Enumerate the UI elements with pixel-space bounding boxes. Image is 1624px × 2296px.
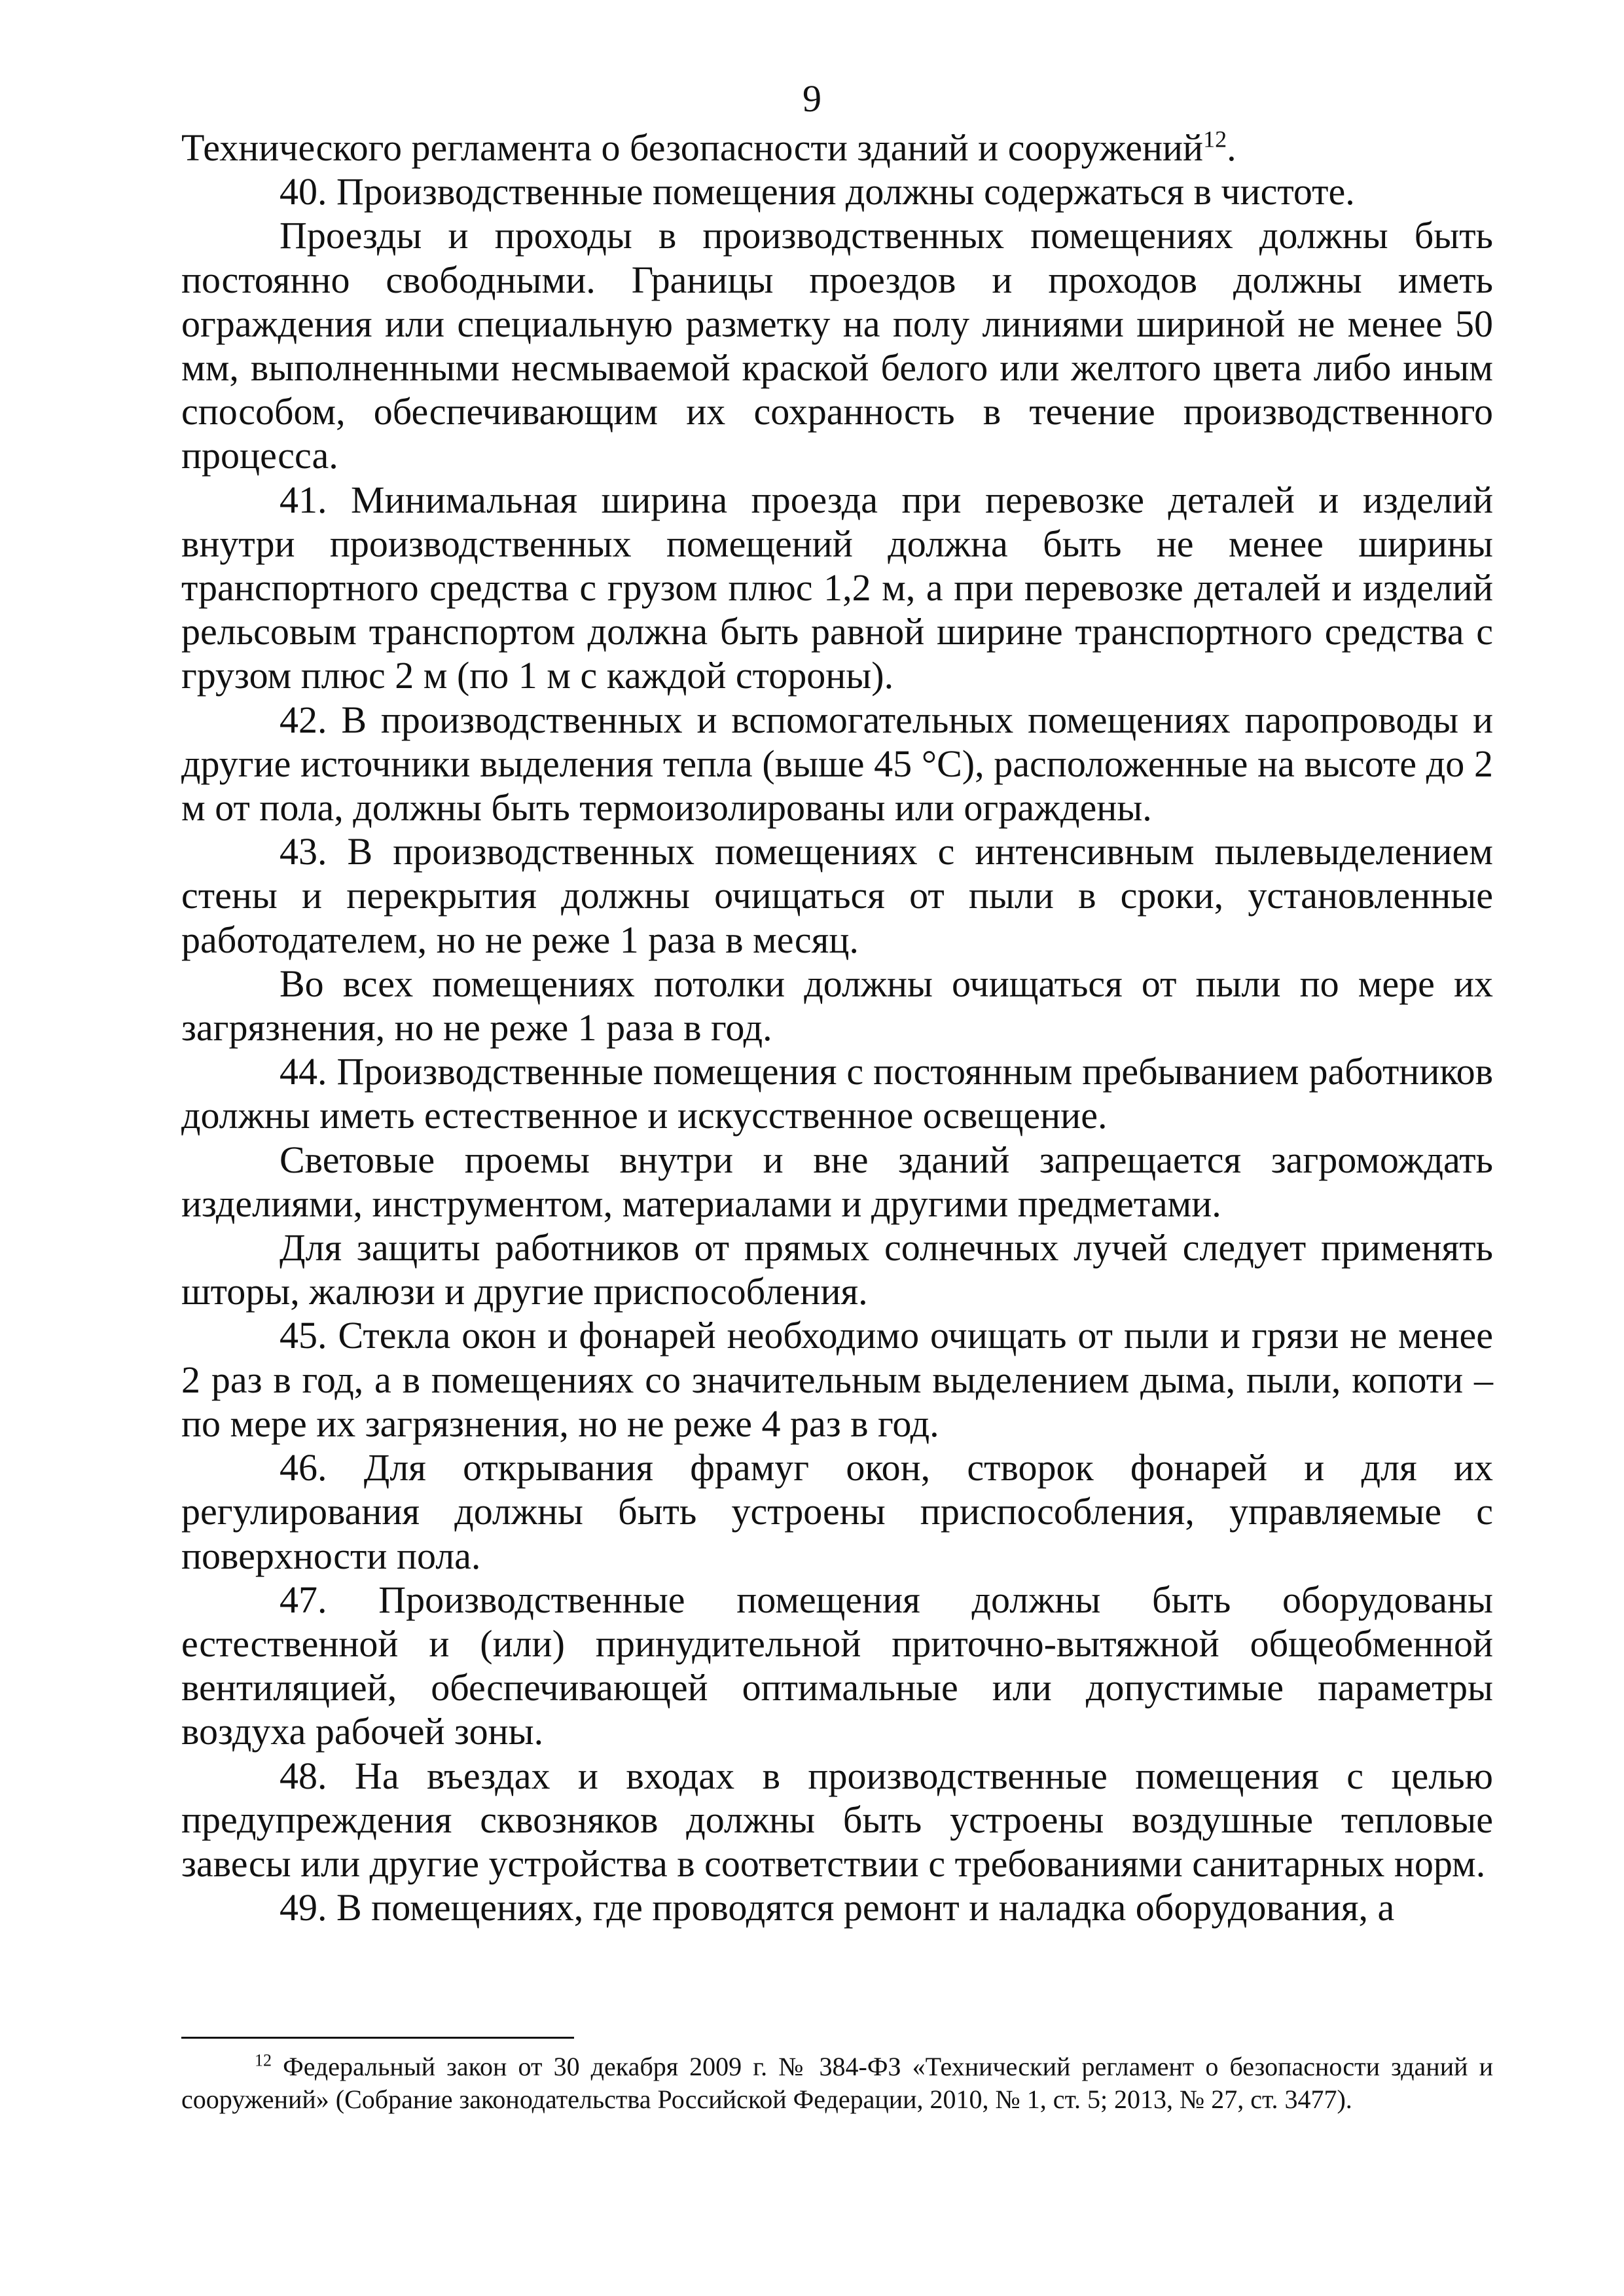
paragraph-49: 49. В помещениях, где проводятся ремонт и наладка оборудования, а [280, 1886, 1395, 1929]
paragraph-continuation [181, 126, 1493, 170]
paragraph-40: 40. Производственные помещения должны содержаться в чистоте. [280, 170, 1355, 213]
paragraph-text-tail: . [1227, 126, 1236, 169]
footnote-text: Федеральный закон от 30 декабря 2009 г. № 384-ФЗ «Технический регламент о безопасности зданий и сооружений» (Собрание законодательства Российской Федерации, 2010, № 1, ст. 5; 2013, № 27, ст. 3477). [181, 2052, 1494, 2114]
page-number: 9 [803, 77, 821, 120]
paragraph-44-sun-protection: Для защиты работников от прямых солнечных лучей следует применять шторы, жалюзи и другие приспособления. [181, 1226, 1493, 1313]
paragraph-44: 44. Производственные помещения с постоянным пребыванием работников должны иметь естественное и искусственное освещение. [181, 1050, 1493, 1137]
footnote-reference: 12 [1203, 126, 1227, 153]
document-body [181, 126, 1493, 1929]
paragraph-48: 48. На въездах и входах в производственные помещения с целью предупреждения сквозняков должны быть устроены воздушные тепловые завесы или другие устройства в соответствии с требованиями санитарных норм. [181, 1754, 1493, 1885]
paragraph-42: 42. В производственных и вспомогательных помещениях паропроводы и другие источники выделения тепла (выше 45 °С), расположенные на высоте до 2 м от пола, должны быть термоизолированы или ограждены. [181, 698, 1493, 829]
paragraph-47: 47. Производственные помещения должны быть оборудованы естественной и (или) принудительной приточно-вытяжной общеобменной вентиляцией, обеспечивающей оптимальные или допустимые параметры воздуха рабочей зоны. [181, 1578, 1493, 1753]
paragraph-43-ceilings: Во всех помещениях потолки должны очищаться от пыли по мере их загрязнения, но не реже 1 раза в год. [181, 962, 1493, 1049]
footnote [181, 2050, 1493, 2116]
paragraph-45: 45. Стекла окон и фонарей необходимо очищать от пыли и грязи не менее 2 раз в год, а в помещениях со значительным выделением дыма, пыли, копоти – по мере их загрязнения, но не реже 4 раз в год. [181, 1314, 1493, 1445]
paragraph-44-openings: Световые проемы внутри и вне зданий запрещается загромождать изделиями, инструментом, материалами и другими предметами. [181, 1138, 1493, 1225]
footnote-text-block [181, 2050, 1493, 2116]
footnote-separator [181, 2037, 574, 2039]
footnote-mark: 12 [255, 2050, 272, 2070]
paragraph-text: Технического регламента о безопасности зданий и сооружений [181, 126, 1204, 169]
paragraph-40-passages: Проезды и проходы в производственных помещениях должны быть постоянно свободными. Границы проездов и проходов должны иметь ограждения или специальную разметку на полу линиями шириной не менее 50 мм, выполненными несмываемой краской белого или желтого цвета либо иным способом, обеспечивающим их сохранность в течение производственного процесса. [181, 214, 1493, 477]
paragraph-41: 41. Минимальная ширина проезда при перевозке деталей и изделий внутри производственных помещений должна быть не менее ширины транспортного средства с грузом плюс 1,2 м, а при перевозке деталей и изделий рельсовым транспортом должна быть равной ширине транспортного средства с грузом плюс 2 м (по 1 м с каждой стороны). [181, 478, 1493, 697]
paragraph-43: 43. В производственных помещениях с интенсивным пылевыделением стены и перекрытия должны очищаться от пыли в сроки, установленные работодателем, но не реже 1 раза в месяц. [181, 830, 1493, 961]
paragraph-46: 46. Для открывания фрамуг окон, створок фонарей и для их регулирования должны быть устроены приспособления, управляемые с поверхности пола. [181, 1446, 1493, 1577]
